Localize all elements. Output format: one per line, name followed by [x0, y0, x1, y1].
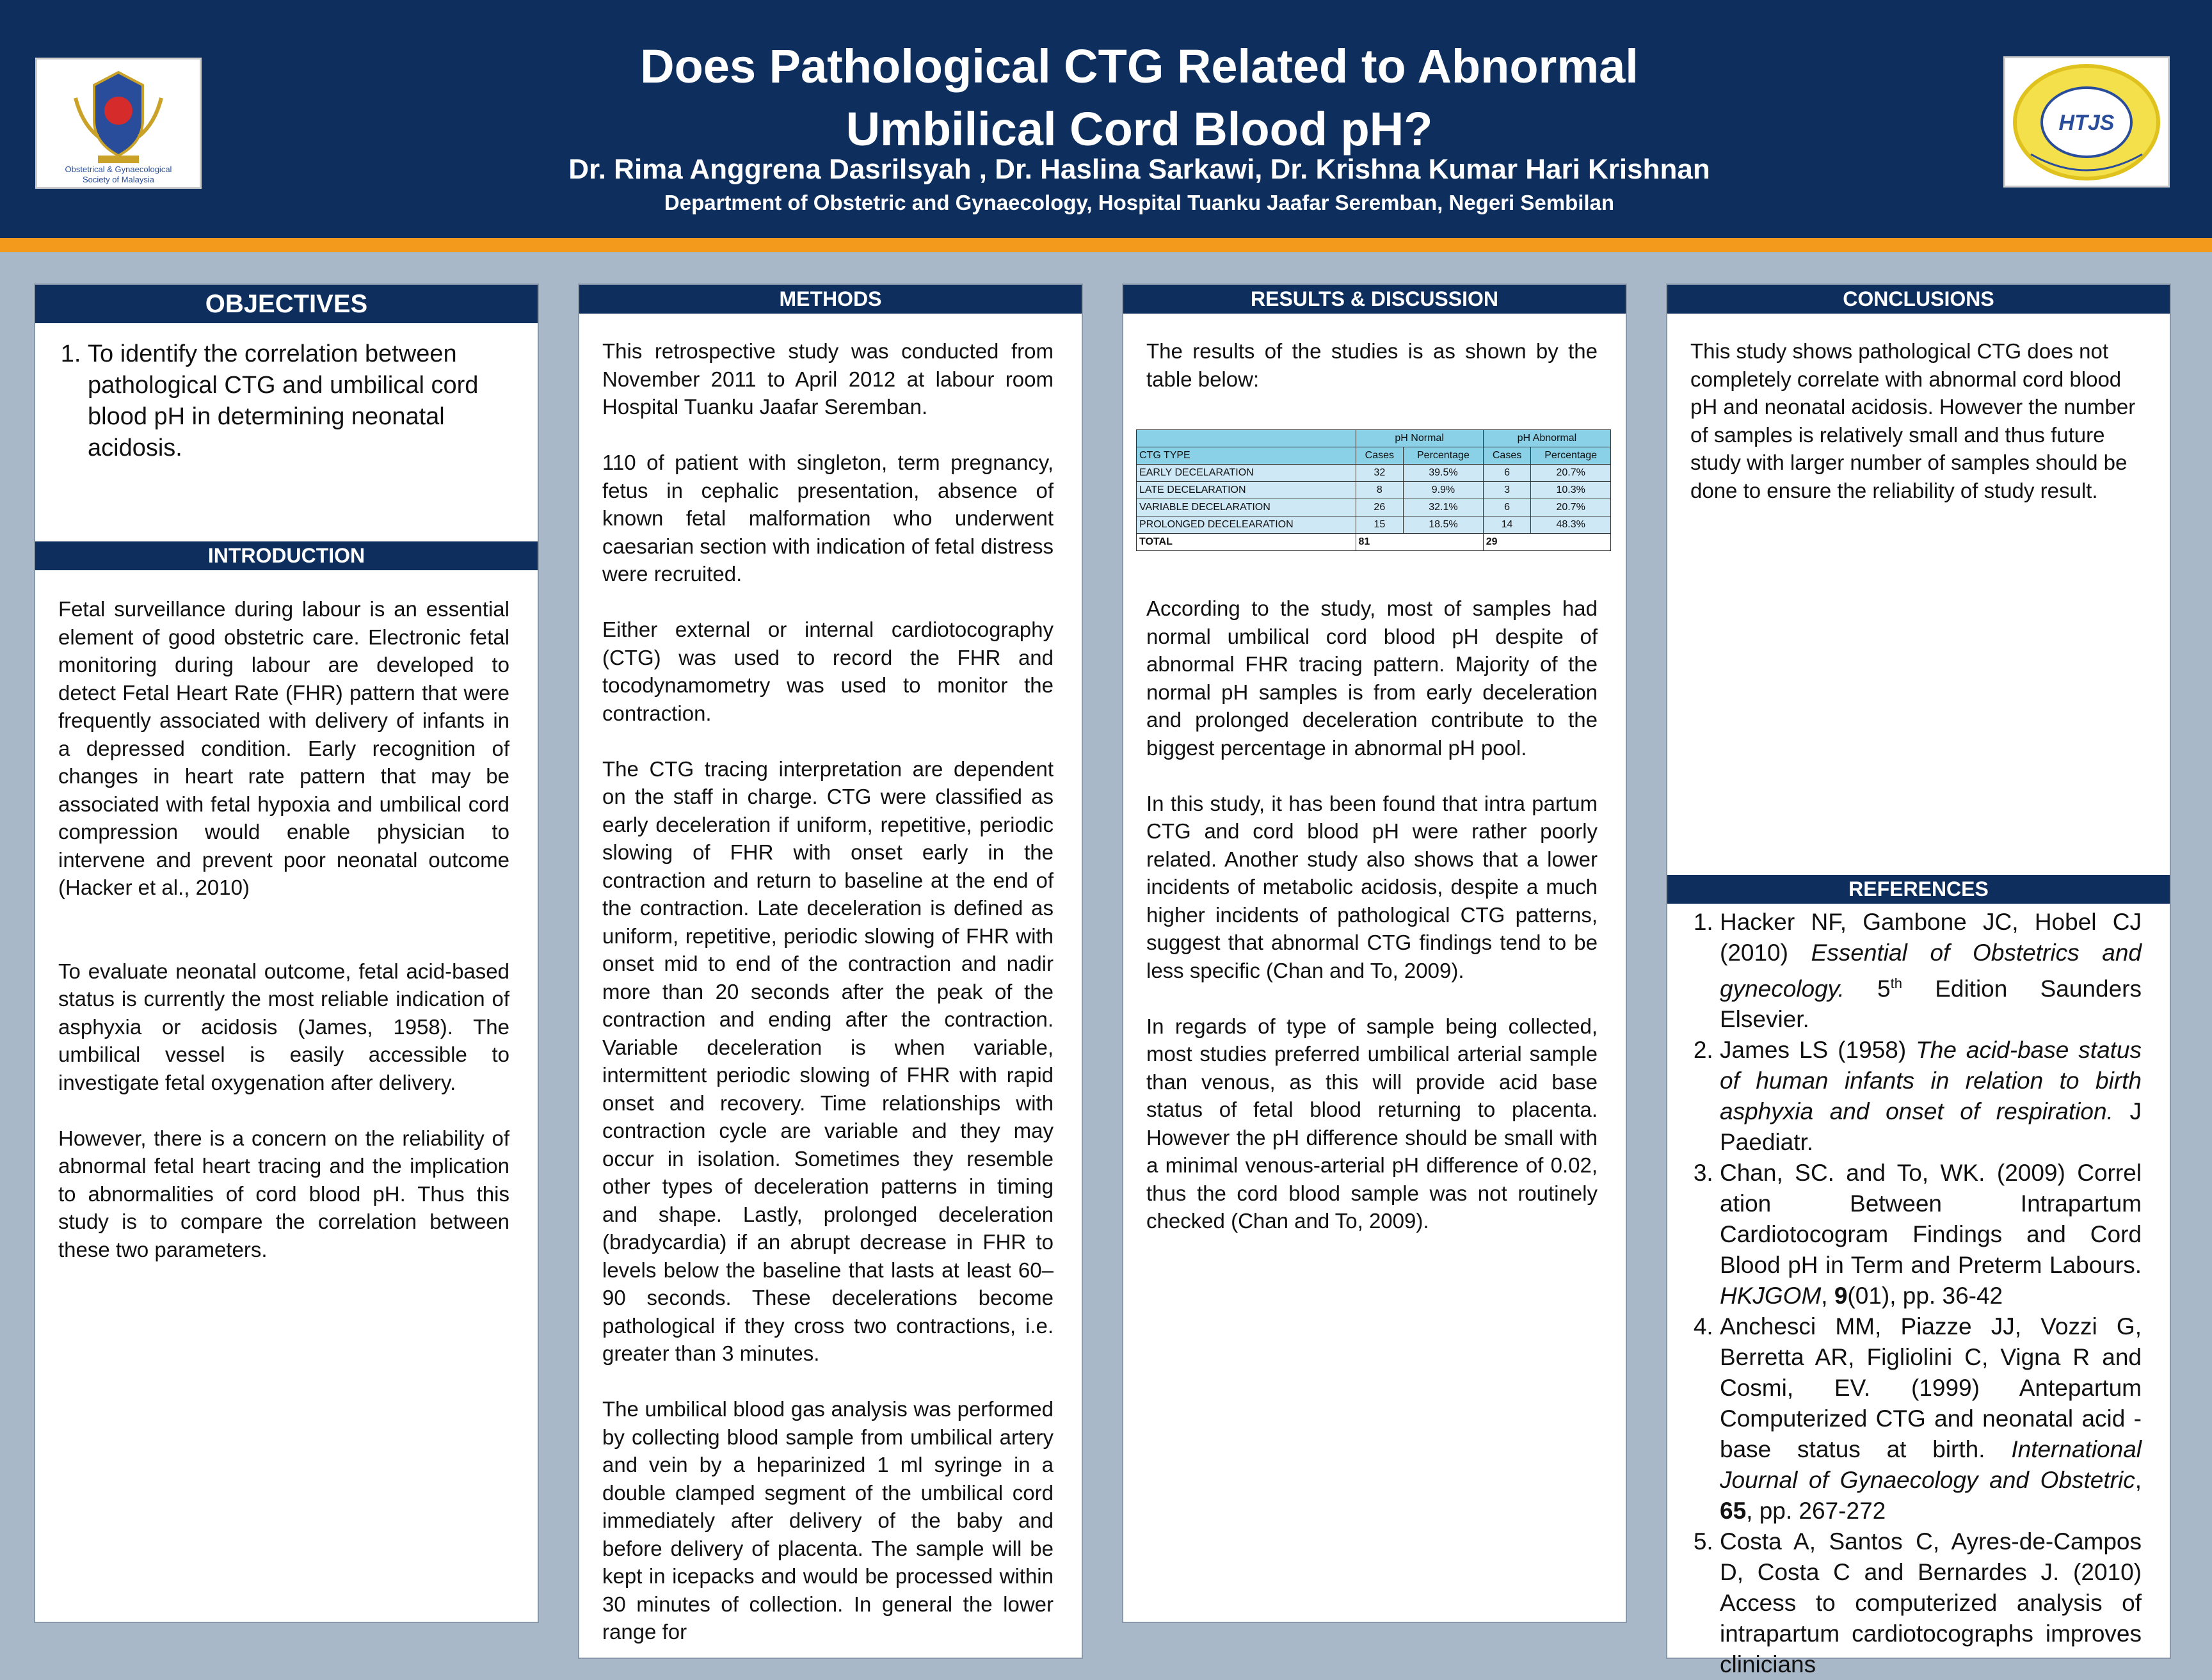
- table-row: [1137, 499, 1611, 516]
- conclusions-references-panel: [1666, 284, 2171, 1678]
- table-cell: 14: [1483, 516, 1531, 534]
- table-corner: [1137, 430, 1356, 447]
- table-cell: 32: [1356, 465, 1404, 482]
- poster-header: [0, 0, 2212, 238]
- table-cell: 26: [1356, 499, 1404, 516]
- methods-paragraph-1: This retrospective study was conducted from November 2011 to April 2012 at labour room Hospital Tuanku Jaafar Seremban.: [602, 339, 1054, 419]
- table-cell: 18.5%: [1404, 516, 1484, 534]
- table-cell: 6: [1483, 499, 1531, 516]
- title-line-2: Umbilical Cord Blood pH?: [846, 102, 1433, 156]
- col-header-abnormal-cases: Cases: [1483, 447, 1531, 465]
- ogsm-logo-text-1: Obstetrical & Gynaecological: [65, 164, 172, 174]
- table-row: [1137, 516, 1611, 534]
- objectives-body: [58, 339, 509, 464]
- table-cell: 39.5%: [1404, 465, 1484, 482]
- reference-item: 2. James LS (1958) The acid-base status of human infants in relation to birth asphyxia and onset of respiration. J Paediatr.: [1720, 1035, 2142, 1158]
- table-cell: 20.7%: [1531, 465, 1611, 482]
- references-heading: REFERENCES: [1667, 875, 2170, 904]
- conclusions-heading: CONCLUSIONS: [1667, 285, 2170, 314]
- total-abnormal: 29: [1483, 534, 1610, 551]
- title-line-1: Does Pathological CTG Related to Abnormal: [640, 40, 1639, 93]
- results-heading: RESULTS & DISCUSSION: [1123, 285, 1626, 314]
- svg-text:HTJS: HTJS: [2058, 111, 2115, 135]
- methods-panel: [578, 284, 1083, 1659]
- ogsm-crest-icon: [37, 60, 200, 188]
- results-paragraph-3: In regards of type of sample being collected, most studies preferred umbilical arterial sample than venous, as this will provide acid base status of fetal blood returning to placenta. However the pH difference should be small with a minimal venous-arterial pH difference of 0.02, thus the cord blood sample was not routinely checked (Chan and To, 2009).: [1146, 1014, 1598, 1233]
- results-discussion-body: [1146, 595, 1598, 1235]
- total-normal: 81: [1356, 534, 1483, 551]
- table-row: [1137, 465, 1611, 482]
- conclusions-paragraph: This study shows pathological CTG does not completely correlate with abnormal cord blood pH and neonatal acidosis. However the number of samples is relatively small and thus future study with larger number of samples should be done to ensure the reliability of study result.: [1690, 339, 2136, 502]
- introduction-paragraph-3: However, there is a concern on the reliability of abnormal fetal heart tracing and the implication to abnormalities of cord blood pH. Thus this study is to compare the correlation between these two parameters.: [58, 1126, 509, 1261]
- table-total-row: [1137, 534, 1611, 551]
- methods-body: [602, 337, 1054, 1646]
- ogsm-logo: [35, 58, 202, 189]
- department: Department of Obstetric and Gynaecology, Hospital Tuanku Jaafar Seremban, Negeri Sembilan: [664, 191, 1615, 214]
- introduction-heading: INTRODUCTION: [35, 541, 538, 570]
- reference-item: 4. Anchesci MM, Piazze JJ, Vozzi G, Berretta AR, Figliolini C, Vigna R and Cosmi, EV. (1999) Antepartum Computerized CTG and neonatal acid -base status at birth. International Journal of Gynaecology and Obstetric, 65, pp. 267-272: [1720, 1311, 2142, 1526]
- table-cell: 3: [1483, 482, 1531, 499]
- table-cell-type: PROLONGED DECELEARATION: [1137, 516, 1356, 534]
- objective-item: 1. To identify the correlation between pathological CTG and umbilical cord blood pH in determining neonatal acidosis.: [88, 339, 509, 464]
- ogsm-logo-text-2: Society of Malaysia: [83, 175, 154, 184]
- orange-stripe: [0, 238, 2212, 252]
- results-panel: [1122, 284, 1627, 1623]
- authors: Dr. Rima Anggrena Dasrilsyah , Dr. Haslina Sarkawi, Dr. Krishna Kumar Hari Krishnan: [568, 154, 1710, 185]
- table-cell-type: EARLY DECELARATION: [1137, 465, 1356, 482]
- results-intro-body: [1146, 337, 1598, 393]
- methods-heading: METHODS: [579, 285, 1082, 314]
- methods-paragraph-5: The umbilical blood gas analysis was performed by collecting blood sample from umbilical artery and vein by a heparinized 1 ml syringe in a double clamped segment of the umbilical cord immediately after delivery of the baby and before delivery of placenta. The sample will be kept in icepacks and would be processed within 30 minutes of collection. In general the lower range for: [602, 1397, 1054, 1644]
- table-cell: 6: [1483, 465, 1531, 482]
- results-intro: The results of the studies is as shown by the table below:: [1146, 339, 1598, 391]
- objectives-heading: OBJECTIVES: [35, 285, 538, 323]
- methods-paragraph-2: 110 of patient with singleton, term pregnancy, fetus in cephalic presentation, absence of known fetal malformation who underwent caesarian section with indication of fetal distress were recruited.: [602, 451, 1054, 586]
- col-header-normal-percentage: Percentage: [1404, 447, 1484, 465]
- results-paragraph-2: In this study, it has been found that intra partum CTG and cord blood pH were rather poorly related. Another study also shows that a lower incidents of metabolic acidosis, despite a much higher incidents of pathological CTG patterns, suggest that abnormal CTG findings tend to be less specific (Chan and To, 2009).: [1146, 791, 1598, 982]
- table-cell: 32.1%: [1404, 499, 1484, 516]
- htj-emblem-icon: [2005, 58, 2168, 186]
- introduction-paragraph-2: To evaluate neonatal outcome, fetal acid-based status is currently the most reliable indication of asphyxia or acidosis (James, 1958). The umbilical vessel is easily accessible to investigate fetal oxygenation after delivery.: [58, 959, 509, 1094]
- table-cell-type: LATE DECELARATION: [1137, 482, 1356, 499]
- methods-paragraph-3: Either external or internal cardiotocography (CTG) was used to record the FHR and tocodynamometry was used to monitor the contraction.: [602, 618, 1054, 725]
- poster-title: [346, 35, 1933, 161]
- table-cell: 20.7%: [1531, 499, 1611, 516]
- table-cell: 10.3%: [1531, 482, 1611, 499]
- table-cell-type: VARIABLE DECELARATION: [1137, 499, 1356, 516]
- htj-logo: [2003, 56, 2170, 188]
- col-header-abnormal-percentage: Percentage: [1531, 447, 1611, 465]
- introduction-body: [58, 595, 509, 1263]
- reference-item: 1. Hacker NF, Gambone JC, Hobel CJ (2010) Essential of Obstetrics and gynecology. 5th Edition Saunders Elsevier.: [1720, 907, 2142, 1035]
- group-header-ph-abnormal: pH Abnormal: [1483, 430, 1610, 447]
- table-cell: 15: [1356, 516, 1404, 534]
- reference-item: 5. Costa A, Santos C, Ayres-de-Campos D, Costa C and Bernardes J. (2010) Access to computerized analysis of intrapartum cardiotocographs improves clinicians: [1720, 1526, 2142, 1680]
- introduction-paragraph-1: Fetal surveillance during labour is an essential element of good obstetric care. Electronic fetal monitoring during labour are developed to detect Fetal Heart Rate (FHR) pattern that were frequently associated with delivery of infants in a depressed condition. Early recognition of changes in heart rate pattern that may be associated with fetal hypoxia and umbilical cord compression would enable physician to intervene and prevent poor neonatal outcome (Hacker et al., 2010): [58, 597, 509, 899]
- objectives-introduction-panel: [34, 284, 539, 1623]
- reference-item: 3. Chan, SC. and To, WK. (2009) Correl ation Between Intrapartum Cardiotocogram Findings and Cord Blood pH in Term and Preterm Labours. HKJGOM, 9(01), pp. 36-42: [1720, 1158, 2142, 1311]
- references-body: [1690, 907, 2142, 1680]
- table-cell: 9.9%: [1404, 482, 1484, 499]
- table-row: [1137, 482, 1611, 499]
- table-cell: 48.3%: [1531, 516, 1611, 534]
- references-list: [1690, 907, 2142, 1680]
- ctg-results-table: [1136, 429, 1611, 551]
- methods-paragraph-4: The CTG tracing interpretation are dependent on the staff in charge. CTG were classified as early deceleration if uniform, repetitive, periodic slowing of FHR with onset early in the contraction and return to baseline at the end of the contraction. Late deceleration is defined as uniform, repetitive, periodic slowing of FHR with onset mid to end of the contraction and nadir more than 20 seconds after the peak of the contraction and ending after the contraction. Variable deceleration is when variable, intermittent periodic slowing of FHR with rapid onset and recovery. Time relationships with contraction cycle are variable and they may occur in isolation. Sometimes they resemble other types of deceleration patterns in timing and shape. Lastly, prolonged deceleration (bradycardia) if an abrupt decrease in FHR to levels below the baseline that lasts at least 60–90 seconds. These decelerations become pathological if they cross two contractions, i.e. greater than 3 minutes.: [602, 756, 1054, 1365]
- table-cell: 8: [1356, 482, 1404, 499]
- group-header-ph-normal: pH Normal: [1356, 430, 1483, 447]
- conclusions-body: [1690, 337, 2142, 504]
- col-header-ctg-type: CTG TYPE: [1137, 447, 1356, 465]
- objectives-list: [58, 339, 509, 464]
- results-paragraph-1: According to the study, most of samples had normal umbilical cord blood pH despite of abnormal FHR tracing pattern. Majority of the normal pH samples is from early deceleration and prolonged deceleration contribute to the biggest percentage in abnormal pH pool.: [1146, 596, 1598, 760]
- col-header-normal-cases: Cases: [1356, 447, 1404, 465]
- total-label: TOTAL: [1137, 534, 1356, 551]
